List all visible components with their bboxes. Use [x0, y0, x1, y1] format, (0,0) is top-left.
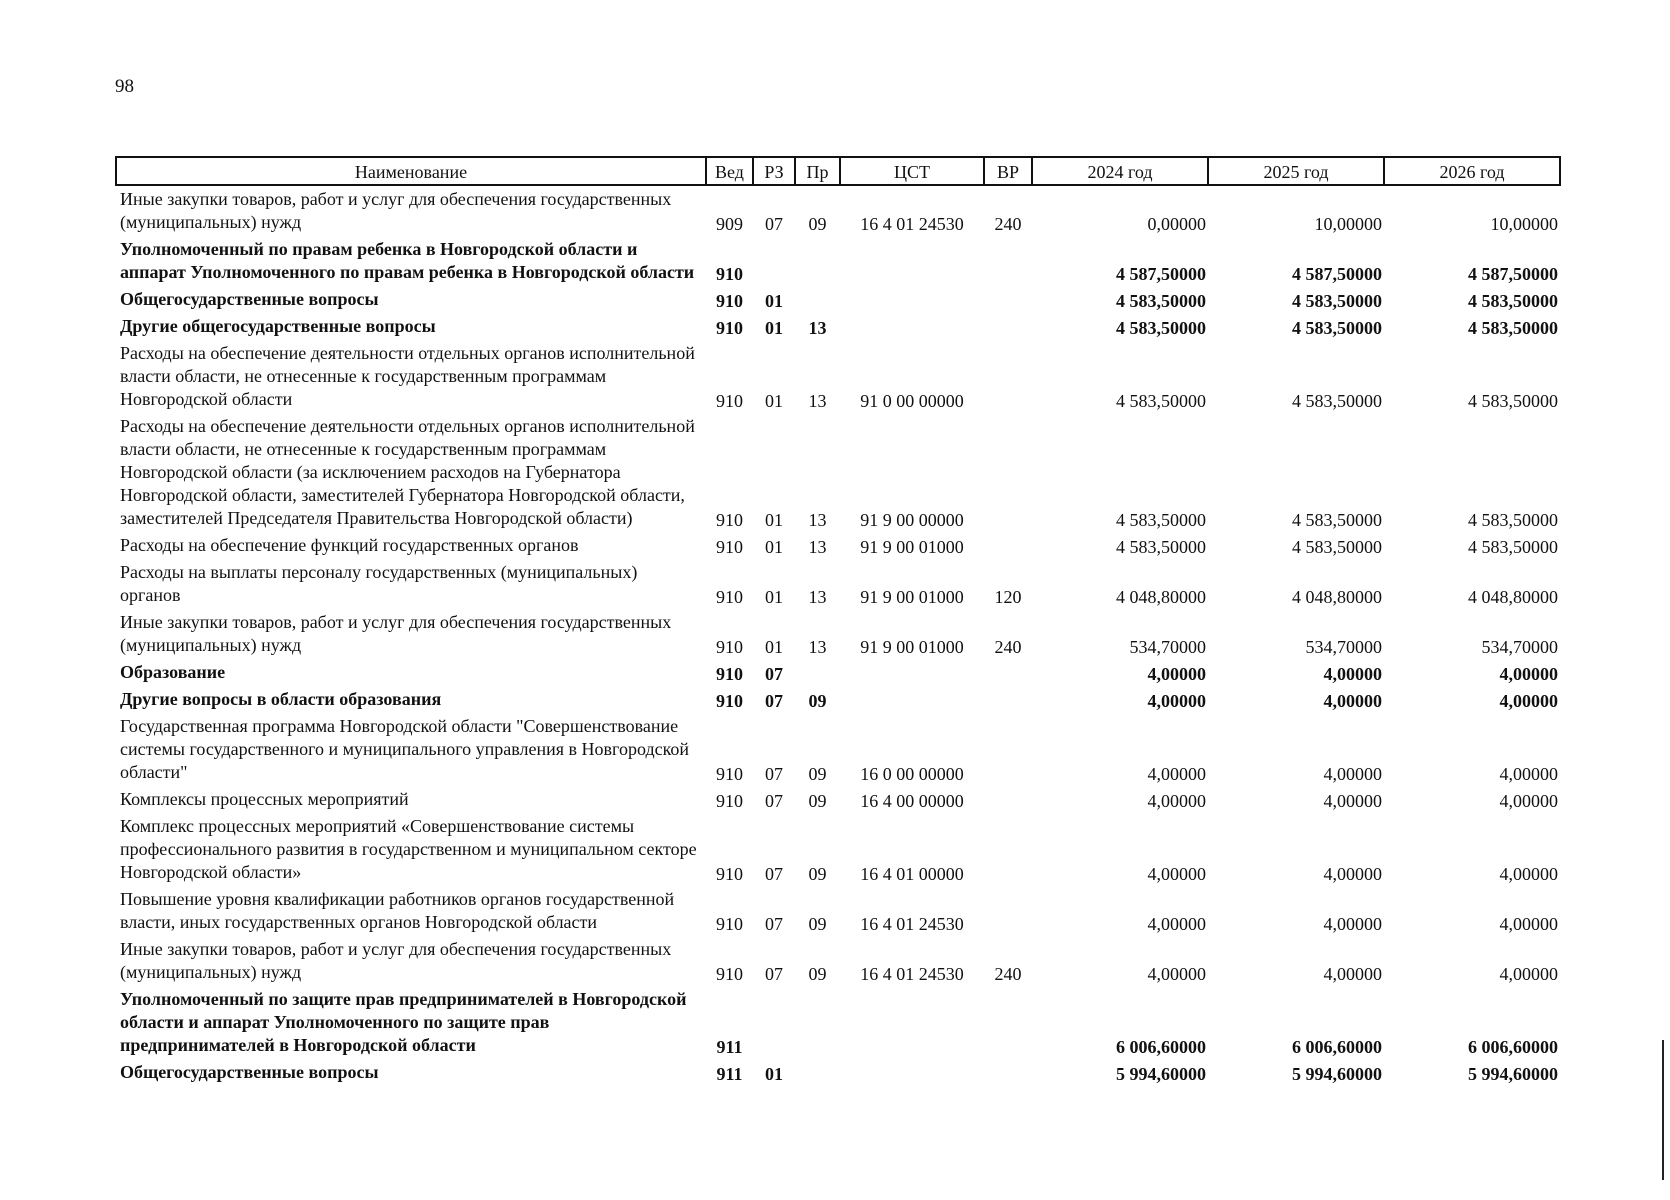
page-number: 98 [115, 76, 134, 97]
cell-2026: 10,00000 [1490, 214, 1558, 234]
cell-pr: 09 [808, 864, 827, 884]
cell-vr [984, 886, 1032, 936]
cell-cst: 16 4 00 00000 [860, 791, 964, 811]
table-row [116, 559, 1560, 609]
cell-2025: 4 587,50000 [1292, 264, 1382, 284]
cell-cst: 91 9 00 00000 [860, 510, 964, 530]
cell-2024: 4,00000 [1147, 664, 1206, 684]
cell-cst [840, 986, 984, 1059]
cell-pr [795, 1059, 840, 1086]
budget-table [115, 156, 1561, 1086]
cell-2025: 4,00000 [1323, 691, 1382, 711]
cell-ved: 910 [716, 791, 743, 811]
cell-pr [795, 236, 840, 286]
cell-2026: 5 994,60000 [1468, 1064, 1558, 1084]
cell-2024: 4 583,50000 [1116, 391, 1206, 411]
cell-ved: 910 [716, 664, 743, 684]
cell-pr: 09 [808, 964, 827, 984]
cell-ved: 910 [716, 537, 743, 557]
header-vr: ВР [984, 157, 1032, 185]
cell-vr [984, 413, 1032, 532]
cell-pr: 13 [808, 391, 827, 411]
cell-vr [984, 286, 1032, 313]
cell-2026: 4,00000 [1499, 914, 1558, 934]
table-row [116, 185, 1560, 236]
cell-2026: 4,00000 [1499, 964, 1558, 984]
cell-rz: 01 [765, 391, 783, 411]
cell-rz: 01 [765, 510, 783, 530]
cell-ved: 910 [716, 291, 743, 311]
cell-ved: 910 [716, 764, 743, 784]
cell-2026: 4 048,80000 [1468, 587, 1558, 607]
cell-2026: 4 583,50000 [1468, 510, 1558, 530]
cell-2024: 4 583,50000 [1116, 510, 1206, 530]
cell-rz: 07 [765, 691, 783, 711]
cell-pr [795, 286, 840, 313]
cell-name: Иные закупки товаров, работ и услуг для обеспечения государственных (муниципальных) нужд [120, 189, 672, 232]
cell-vr [984, 713, 1032, 786]
cell-2025: 4 583,50000 [1292, 537, 1382, 557]
cell-vr [984, 986, 1032, 1059]
table-header [116, 157, 1560, 185]
cell-2026: 4 583,50000 [1468, 537, 1558, 557]
cell-2025: 534,70000 [1305, 637, 1382, 657]
cell-ved: 909 [716, 214, 743, 234]
cell-pr: 13 [808, 587, 827, 607]
cell-cst: 16 4 01 24530 [860, 214, 964, 234]
table-row [116, 236, 1560, 286]
header-2026: 2026 год [1384, 157, 1560, 185]
cell-name: Расходы на выплаты персоналу государственных (муниципальных) органов [120, 562, 638, 605]
cell-ved: 910 [716, 637, 743, 657]
cell-ved: 910 [716, 264, 743, 284]
cell-pr: 09 [808, 691, 827, 711]
cell-2025: 4 583,50000 [1292, 510, 1382, 530]
cell-vr: 120 [994, 587, 1022, 607]
cell-2024: 4 583,50000 [1116, 291, 1206, 311]
cell-vr [984, 686, 1032, 713]
cell-2024: 4 587,50000 [1116, 264, 1206, 284]
cell-ved: 910 [716, 510, 743, 530]
table-row [116, 286, 1560, 313]
cell-name: Другие общегосударственные вопросы [120, 316, 436, 336]
cell-name: Комплекс процессных мероприятий «Совершенствование системы профессионального развития в государственном и муниципальном секторе Новгородской области» [120, 816, 697, 882]
cell-ved: 910 [716, 864, 743, 884]
cell-2025: 4 583,50000 [1292, 318, 1382, 338]
cell-vr [984, 1059, 1032, 1086]
cell-name: Другие вопросы в области образования [120, 689, 442, 709]
cell-ved: 910 [716, 587, 743, 607]
table-row [116, 813, 1560, 886]
cell-name: Уполномоченный по правам ребенка в Новгородской области и аппарат Уполномоченного по правам ребенка в Новгородской области [120, 239, 695, 282]
cell-cst [840, 686, 984, 713]
cell-2025: 4 583,50000 [1292, 391, 1382, 411]
cell-cst: 91 9 00 01000 [860, 537, 964, 557]
cell-2025: 10,00000 [1314, 214, 1382, 234]
cell-ved: 910 [716, 914, 743, 934]
cell-ved: 911 [716, 1037, 743, 1057]
cell-pr: 09 [808, 791, 827, 811]
cell-rz: 07 [765, 964, 783, 984]
cell-2026: 4 583,50000 [1468, 391, 1558, 411]
cell-cst: 16 4 01 00000 [860, 864, 964, 884]
cell-rz: 01 [765, 291, 783, 311]
cell-name: Государственная программа Новгородской области "Совершенствование системы государственного и муниципального управления в Новгородской области" [120, 716, 690, 782]
cell-2025: 4 048,80000 [1292, 587, 1382, 607]
cell-2024: 4,00000 [1147, 864, 1206, 884]
header-name: Наименование [116, 157, 706, 185]
cell-vr [984, 340, 1032, 413]
cell-vr [984, 813, 1032, 886]
cell-name: Иные закупки товаров, работ и услуг для обеспечения государственных (муниципальных) нужд [120, 939, 672, 982]
cell-vr [984, 659, 1032, 686]
cell-cst: 16 0 00 00000 [860, 764, 964, 784]
cell-2024: 4,00000 [1147, 691, 1206, 711]
cell-2024: 4,00000 [1147, 914, 1206, 934]
scan-edge-line [1662, 1040, 1664, 1180]
cell-cst [840, 659, 984, 686]
cell-rz: 07 [765, 764, 783, 784]
cell-pr: 13 [808, 637, 827, 657]
cell-2026: 4,00000 [1499, 864, 1558, 884]
cell-2025: 4,00000 [1323, 664, 1382, 684]
cell-pr [795, 659, 840, 686]
cell-rz: 01 [765, 318, 783, 338]
table-row [116, 713, 1560, 786]
cell-2024: 4 583,50000 [1116, 537, 1206, 557]
cell-2026: 6 006,60000 [1468, 1037, 1558, 1057]
table-row [116, 340, 1560, 413]
table-row [116, 313, 1560, 340]
cell-2025: 4,00000 [1323, 914, 1382, 934]
cell-2025: 4,00000 [1323, 791, 1382, 811]
cell-2026: 4 587,50000 [1468, 264, 1558, 284]
header-ved: Вед [706, 157, 753, 185]
cell-vr [984, 313, 1032, 340]
cell-2026: 4 583,50000 [1468, 318, 1558, 338]
cell-name: Расходы на обеспечение функций государственных органов [120, 535, 579, 555]
header-rz: РЗ [753, 157, 795, 185]
cell-rz: 01 [765, 537, 783, 557]
table-row [116, 986, 1560, 1059]
cell-2025: 4,00000 [1323, 764, 1382, 784]
cell-2026: 4,00000 [1499, 664, 1558, 684]
cell-2026: 4,00000 [1499, 691, 1558, 711]
cell-pr: 09 [808, 764, 827, 784]
cell-vr: 240 [994, 637, 1022, 657]
cell-pr: 09 [808, 214, 827, 234]
cell-cst: 16 4 01 24530 [860, 914, 964, 934]
cell-2025: 6 006,60000 [1292, 1037, 1382, 1057]
cell-name: Комплексы процессных мероприятий [120, 789, 409, 809]
cell-2024: 0,00000 [1147, 214, 1206, 234]
cell-rz: 01 [765, 587, 783, 607]
cell-cst [840, 313, 984, 340]
cell-rz: 01 [765, 637, 783, 657]
cell-2025: 5 994,60000 [1292, 1064, 1382, 1084]
cell-2024: 4 048,80000 [1116, 587, 1206, 607]
cell-name: Общегосударственные вопросы [120, 289, 379, 309]
cell-vr [984, 786, 1032, 813]
cell-2026: 4 583,50000 [1468, 291, 1558, 311]
cell-2026: 4,00000 [1499, 791, 1558, 811]
cell-ved: 910 [716, 691, 743, 711]
cell-2024: 6 006,60000 [1116, 1037, 1206, 1057]
cell-vr: 240 [994, 964, 1022, 984]
cell-cst [840, 236, 984, 286]
cell-name: Иные закупки товаров, работ и услуг для обеспечения государственных (муниципальных) нужд [120, 612, 672, 655]
cell-pr [795, 986, 840, 1059]
cell-pr: 13 [808, 318, 827, 338]
table-row [116, 659, 1560, 686]
cell-name: Общегосударственные вопросы [120, 1062, 379, 1082]
cell-vr [984, 532, 1032, 559]
table-row [116, 686, 1560, 713]
cell-cst [840, 1059, 984, 1086]
cell-rz: 07 [765, 664, 783, 684]
cell-vr: 240 [994, 214, 1022, 234]
cell-cst: 91 0 00 00000 [860, 391, 964, 411]
cell-2024: 4,00000 [1147, 791, 1206, 811]
cell-ved: 910 [716, 391, 743, 411]
table-row [116, 786, 1560, 813]
cell-pr: 13 [808, 537, 827, 557]
cell-2024: 4,00000 [1147, 964, 1206, 984]
table-row [116, 532, 1560, 559]
cell-cst: 91 9 00 01000 [860, 637, 964, 657]
cell-cst: 16 4 01 24530 [860, 964, 964, 984]
table-body [116, 185, 1560, 1086]
cell-rz: 07 [765, 214, 783, 234]
cell-name: Повышение уровня квалификации работников органов государственной власти, иных государственных органов Новгородской области [120, 889, 675, 932]
header-cst: ЦСТ [840, 157, 984, 185]
cell-2024: 5 994,60000 [1116, 1064, 1206, 1084]
cell-ved: 910 [716, 964, 743, 984]
cell-pr: 13 [808, 510, 827, 530]
table-row [116, 936, 1560, 986]
cell-name: Расходы на обеспечение деятельности отдельных органов исполнительной власти области, не отнесенные к государственным программам Новгородской области (за исключением расходов на Губернатора Новгородской области, заместителей Губернатора Новгородской области, заместителей Председателя Правительства Новгородской области) [120, 416, 695, 528]
cell-2024: 534,70000 [1129, 637, 1206, 657]
cell-ved: 911 [716, 1064, 743, 1084]
table-row [116, 1059, 1560, 1086]
table-row [116, 413, 1560, 532]
header-2024: 2024 год [1032, 157, 1208, 185]
cell-2026: 4,00000 [1499, 764, 1558, 784]
cell-rz [753, 236, 795, 286]
cell-2024: 4 583,50000 [1116, 318, 1206, 338]
cell-name: Образование [120, 662, 226, 682]
table-row [116, 886, 1560, 936]
cell-rz: 07 [765, 864, 783, 884]
header-2025: 2025 год [1208, 157, 1384, 185]
cell-pr: 09 [808, 914, 827, 934]
cell-cst [840, 286, 984, 313]
cell-name: Уполномоченный по защите прав предпринимателей в Новгородской области и аппарат Уполномоченного по защите прав предпринимателей в Новгородской области [120, 989, 687, 1055]
cell-cst: 91 9 00 01000 [860, 587, 964, 607]
cell-2025: 4 583,50000 [1292, 291, 1382, 311]
cell-name: Расходы на обеспечение деятельности отдельных органов исполнительной власти области, не отнесенные к государственным программам Новгородской области [120, 343, 695, 409]
cell-2025: 4,00000 [1323, 864, 1382, 884]
header-pr: Пр [795, 157, 840, 185]
cell-2024: 4,00000 [1147, 764, 1206, 784]
cell-ved: 910 [716, 318, 743, 338]
cell-2025: 4,00000 [1323, 964, 1382, 984]
cell-rz: 07 [765, 791, 783, 811]
cell-rz: 01 [765, 1064, 783, 1084]
cell-rz: 07 [765, 914, 783, 934]
cell-2026: 534,70000 [1481, 637, 1558, 657]
cell-vr [984, 236, 1032, 286]
table-row [116, 609, 1560, 659]
cell-rz [753, 986, 795, 1059]
